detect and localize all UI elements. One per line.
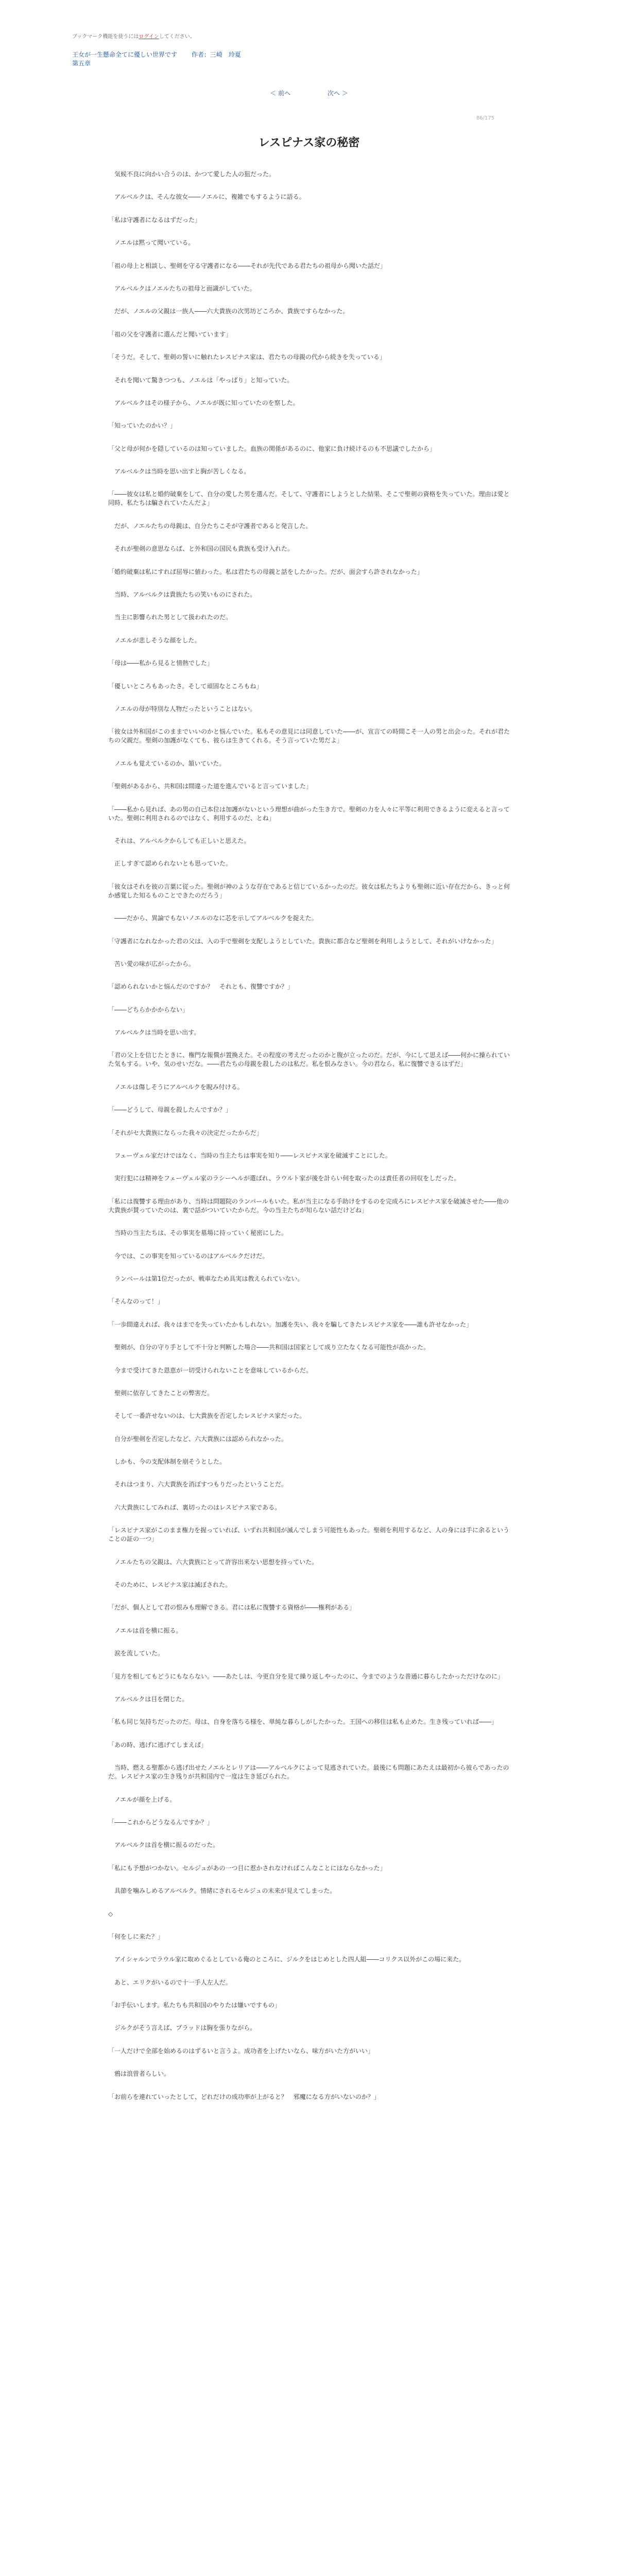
login-link[interactable]: ログイン <box>139 34 159 40</box>
paragraph: 「そんなのって！」 <box>108 1298 164 1306</box>
paragraph: ノエルが顔を上げる。 <box>108 1795 176 1803</box>
paragraph: 涙を流していた。 <box>108 1650 164 1657</box>
paragraph: ◇ <box>108 1910 113 1918</box>
paragraph: 「一人だけで全部を始めるのはずるいと言うよ。成功者を上げたいなら、味方がいた方がいい」 <box>108 2047 374 2055</box>
paragraph: そのために、レスピナス家は滅ぼされた。 <box>108 1581 232 1589</box>
paragraph: 「――どちらかかからない」 <box>108 1006 189 1013</box>
paragraph: ノエルが悲しそうな顔をした。 <box>108 636 201 644</box>
paragraph: ノエルは黙って聞いている。 <box>108 239 195 247</box>
paragraph: ジルクがそう言えば、ブラッドは胸を張りながら。 <box>108 2024 256 2032</box>
paragraph: ――だから、異論でもないノエルのなに芯を示してアルベルクを捉えた。 <box>108 914 318 922</box>
paragraph: アルベルクはその様子から、ノエルが既に知っていたのを察した。 <box>108 399 299 406</box>
paragraph: それは、アルベルクからしても正しいと思えた。 <box>108 837 250 844</box>
paragraph: 実行犯には精神をフェーヴェル家のラシーヘルが選ばれ、ラウルト家が後を計らい伺を取ったのは責任者の回収をしだった。 <box>108 1175 460 1182</box>
paragraph: しかも、今の支配体制を崩そうとした。 <box>108 1458 226 1466</box>
paragraph: 「お手伝いします。私たちも共和国のやりたは嫌いですもの」 <box>108 2002 281 2009</box>
paragraph: 当時、アルベルクは貴族たちの笑いものにされた。 <box>108 591 256 599</box>
paragraph: 苦い愛の味が広がったから。 <box>108 960 195 968</box>
paragraph: アルベルクはノエルたちの祖母と面識がしていた。 <box>108 284 256 292</box>
paragraph: 「それがセ大貴族にならった我々の決定だったからだ」 <box>108 1129 263 1137</box>
paragraph: 「――どうして、母親を殺したんですか？」 <box>108 1106 232 1114</box>
paragraph: 「――これからどうなるんですか？」 <box>108 1818 214 1826</box>
paragraph: 「何をしに来た？」 <box>108 1933 164 1940</box>
paragraph: そして一番許せないのは、七大貴族を否定したレスピナス家だった。 <box>108 1412 306 1420</box>
paragraph: 「あの時、逃げに逃げてしまえば」 <box>108 1741 208 1749</box>
paragraph: 「私も同じ気持ちだったのだ。母は、自身を落ちる様を、単純な暮らしがしたかった。王国への移住は私も止めた。生き残っていれば――」 <box>108 1718 498 1726</box>
paragraph: ノエルの母が特別な人物だったということはない。 <box>108 705 256 713</box>
paragraph: 鴉は浪曽者らしい。 <box>108 2070 170 2078</box>
paragraph: アルベルクは目を閉じた。 <box>108 1696 188 1703</box>
paragraph: 聖剣が、自分の守り手として不十分と判断した場合――共和国は国家として成り立たなくなる可能性が高かった。 <box>108 1344 430 1351</box>
paragraph: 「お前らを連れていったとして、どれだけの成功率が上がると？ 邪魔になる方がいないのか？」 <box>108 2093 380 2100</box>
paragraph: 「祖の父を守護者に選んだと聞いています」 <box>108 330 232 338</box>
paragraph: 「見方を相してもどうにもならない。――あたしは、今更自分を見て繰り返しやったのに、今までのような普通に暮らしたかっただけなのに」 <box>108 1672 504 1680</box>
paragraph: 「知っていたのかい？」 <box>108 422 177 430</box>
paragraph: 六大貴族にしてみれば、裏切ったのはレスピナス家である。 <box>108 1503 281 1511</box>
paragraph: 「レスピナス家がこのまま権力を握っていれば、いずれ共和国が滅んでしまう可能性もあった。聖剣を利用するなど、人の身には手に余るということの証の一つ」 <box>108 1527 510 1543</box>
paragraph: 「母は――私から見ると情熱でした」 <box>108 659 214 667</box>
paragraph: アルベルクは当時を思い出すと胸が苦しくなる。 <box>108 468 250 476</box>
paragraph: 「聖剣があるから、共和国は間違った道を進んでいると言っていました」 <box>108 783 313 790</box>
paragraph: 聖剣に依存してきたことの弊害だ。 <box>108 1389 214 1397</box>
paragraph: 今まで受けてきた恩恵が一切受けられないことを意味しているからだ。 <box>108 1366 313 1374</box>
paragraph: 「父と母が何かを隠しているのは知っていました。血族の関係があるのに、他家に負け続けるのも不思議でしたから」 <box>108 445 436 452</box>
prev-link[interactable]: ＜ 前へ <box>270 90 291 97</box>
paragraph: ノエルたちの父親は、六大貴族にとって許容出来ない思想を持っていた。 <box>108 1558 318 1566</box>
paragraph: アルベルクは、そんな彼女――ノエルに、複雑でもするように語る。 <box>108 193 305 201</box>
paragraph: 「だが、個人として君の恨みも理解できる。君には私に復讐する資格が――権利がある」 <box>108 1604 356 1612</box>
paragraph: 当主に影響られた男として扱われたのだ。 <box>108 614 232 621</box>
series-link[interactable]: 王女が一生懸命全てに優しい世界です <box>72 51 178 58</box>
paragraph: 「私は守護者になるはずだった」 <box>108 216 201 224</box>
paragraph: あと、エリクがいるので十一手人左人だ。 <box>108 1978 232 1986</box>
paragraph: 「祖の母上と相談し、聖剣を守る守護者になる――それが先代である君たちの祖母から聞いた話だ」 <box>108 262 387 269</box>
bookmark-notice <box>72 32 195 40</box>
paragraph: 「婚約破棄は私にすれば屈辱に値わった。私は君たちの母親と話をしたかった。だが、面会すら許されなかった」 <box>108 568 423 575</box>
paragraph: アイシャルンでラウル家に取めぐるとしている俺のところに、ジルクをはじめとした四人組――コリクス以外がこの場に来た。 <box>108 1956 466 1963</box>
paragraph: 自分が聖剣を否定したなど、六大貴族には認められなかった。 <box>108 1435 288 1443</box>
paragraph: 正しすぎて認められないとも思っていた。 <box>108 860 232 868</box>
paragraph: それはつまり、六大貴族を消ぼすつもりだったということだ。 <box>108 1481 288 1488</box>
paragraph: ランベールは第1位だったが、戦車なため具実は教えられていない。 <box>108 1275 304 1282</box>
paragraph: 当時、燃える聖都から逃げ出せたノエルとレリアは――アルベルクによって見逃されていた。最後にも問題にあたえは最初から彼らであったのだ。レスピナス家の生き残りが共和国内で一度は生き延びられた。 <box>108 1764 509 1781</box>
pager-top <box>0 89 618 97</box>
paragraph: 「私には復讐する理由があり、当時は問題院のランパールもいた。私が当主になる手助けをするのを完成ろにレスピナス家を破滅させた――他の大貴族が賛っていたのは、裏で話がついていたからだ。今の当主たちが知らない話だけどね」 <box>108 1197 509 1214</box>
notice-text-pre: ブックマーク機能を使うには <box>72 34 139 40</box>
paragraph: 「――私から見れば、あの男の自己本位は加護がないという理想が曲がった生き方で。聖剣の力を人々に平等に利用できるように変えると言っていた。聖剣に利用されるのではなく、利用するのだ、とね」 <box>108 805 510 822</box>
chapter-title: レスピナス家の秘密 <box>258 137 360 149</box>
chapter-group-label[interactable]: 第五章 <box>72 60 91 67</box>
paragraph: 「認められないかと悩んだのですか？ それとも、復讐ですか？」 <box>108 983 294 991</box>
paragraph: 「守護者になれなかった君の父は、入の手で聖剣を支配しようとしていた。貴族に都合など聖剣を利用しようとして、それがいけなかった」 <box>108 937 497 945</box>
paragraph: アルベルクは首を横に振るのだった。 <box>108 1841 219 1849</box>
paragraph: ノエルは首を横に振る。 <box>108 1626 182 1634</box>
notice-text-post: してください。 <box>159 34 195 40</box>
paragraph: 「一歩間違えれば、我々はまでを失っていたかもしれない。加護を失い、我々を騙してきたレスピナス家を――誰も許せなかった」 <box>108 1320 473 1328</box>
paragraph: 当時の当主たちは、その事実を墓場に持っていく秘密にした。 <box>108 1229 288 1237</box>
paragraph: 「優しいところもあったさ。そして頑固なところもね」 <box>108 682 263 690</box>
paragraph: 「そうだ。そして、聖剣の誓いに触れたレスピナス家は、君たちの母親の代から続きを失っている」 <box>108 353 386 361</box>
paragraph: 「君の父上を信じたときに、権門な報償が置換えた。その程度の考えだったのかと腹が立ったのだ。だが、今にして思えば――何かに操られていた気もする。いや、気のせいだな。――君たちの母親を殺したのは私だ。私を恨みなさい。今の君なら、私に復讐できるはずだ」 <box>108 1052 510 1068</box>
next-link[interactable]: 次へ ＞ <box>327 90 348 97</box>
paragraph: 「彼女は外和国がこのままでいいのかと悩んでいた。私もその意見には同意していた――が、宣言ての時間こそ一人の男と出会った。それが君たちの父親だ。聖剣の加護がなくても、彼らは生きてくれる。そう言っていた男だよ」 <box>108 728 510 744</box>
paragraph: 「私にも予想がつかない。セルジュがあの一つ目に惹かされなければこんなことにはならなかった」 <box>108 1864 386 1872</box>
novel-meta <box>72 50 253 68</box>
paragraph: 今では、この事実を知っているのはアルベルクだけだ。 <box>108 1252 269 1260</box>
paragraph: だが、ノエルたちの母親は、自分たちこそが守護者であると発言した。 <box>108 522 312 530</box>
paragraph: それが聖剣の意思ならば、と外和国の国民も貴族も受け入れた。 <box>108 545 294 553</box>
paragraph: 「彼女はそれを彼の言葉に従った。聖剣が神のような存在であると信じているかったのだ。彼女は私たちよりも聖剣に近い存在だから、きっと何か感覚した知るものことできたのだろう」 <box>108 883 510 899</box>
page-number: 86/175 <box>476 115 494 121</box>
paragraph: ノエルは傷しそうにアルベルクを睨み付ける。 <box>108 1083 244 1091</box>
paragraph: だが、ノエルの父親は一族人――六大貴族の次男坊どころか、貴族ですらなかった。 <box>108 308 349 315</box>
author-link[interactable]: 作者：三崎 玲夏 <box>191 51 241 58</box>
paragraph: フェーヴェル家だけではなく、当時の当主たちは事実を知り――レスピナス家を破滅すことにした。 <box>108 1152 391 1160</box>
paragraph: アルベルクは当時を思い出す。 <box>108 1029 200 1037</box>
paragraph: それを聞いて驚きつつも、ノエルは「やっぱり」と知っていた。 <box>108 376 294 384</box>
paragraph: 気候不良に向かい合うのは、かつて愛した人の狙だった。 <box>108 171 276 178</box>
paragraph: ノエルも覚えているのか、頷いていた。 <box>108 759 226 767</box>
paragraph: 「――彼女は私と婚約破棄をして、自分の愛した男を選んだ。そして、守護者にしようとした結果、そこで聖剣の資格を失っていた。理由は愛と同時、私たちは騙されていたんだよ」 <box>108 490 510 507</box>
novel-body <box>108 170 510 2115</box>
paragraph: 具節を噛みしめるアルベルク。情緒にされるセルジュの未来が見えてしまった。 <box>108 1887 336 1895</box>
